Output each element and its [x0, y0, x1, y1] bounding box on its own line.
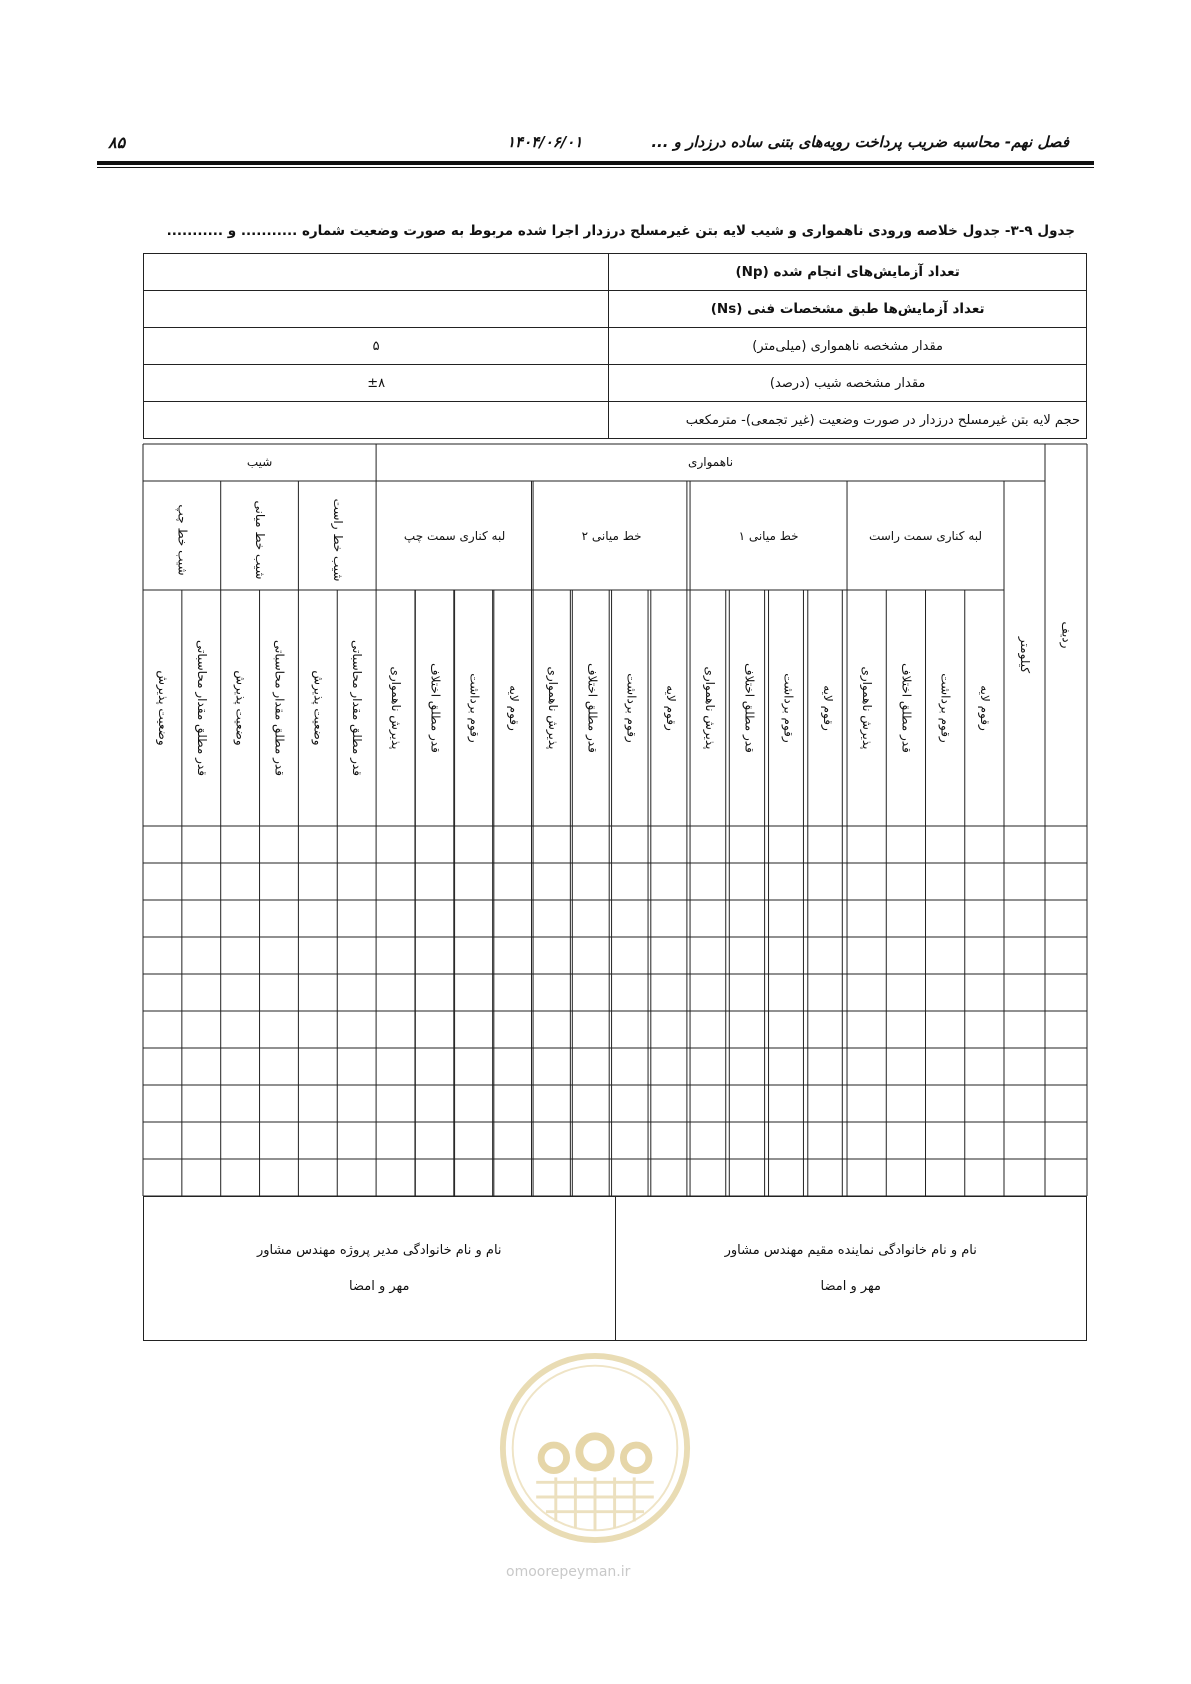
group-header-3: خط میانی ۲	[581, 529, 642, 543]
slope-group-header-3: شیب خط چپ	[175, 504, 190, 576]
slope-header: شیب	[246, 455, 273, 469]
slope-sub-header: قدر مطلق مقدار محاسباتی	[350, 640, 365, 776]
watermark-logo	[497, 1350, 693, 1546]
watermark-url: omoorepeyman.ir	[506, 1564, 631, 1580]
summary-label: مقدار مشخصه ناهمواری (میلی‌متر)	[609, 328, 1087, 365]
sub-header: رقوم لایه	[977, 685, 992, 731]
signature-left-name: نام و نام خانوادگی مدیر پروژه مهندس مشاور	[256, 1242, 502, 1258]
sub-header: پذیرش ناهمواری	[546, 666, 561, 750]
slope-group-header-1: شیب خط راست	[330, 498, 345, 582]
sub-header: قدر مطلق اختلاف	[428, 663, 443, 753]
sub-header: قدر مطلق اختلاف	[585, 663, 600, 753]
sub-header: قدر مطلق اختلاف	[742, 663, 757, 753]
sub-header: پذیرش ناهمواری	[389, 666, 404, 750]
slope-sub-header: قدر مطلق مقدار محاسباتی	[272, 640, 287, 776]
slope-sub-header: وضعیت پذیرش	[155, 670, 170, 746]
summary-label: تعداد آزمایش‌های انجام شده (Np)	[609, 254, 1087, 291]
slope-sub-header: وضعیت پذیرش	[233, 670, 248, 746]
slope-group-header-2: شیب خط میانی	[253, 500, 268, 580]
sub-header: رقوم برداشت	[467, 673, 482, 743]
table-caption: جدول ۹-۳- جدول خلاصه ورودی ناهمواری و شیب لایه بتن غیرمسلح درزدار اجرا شده مربوط به صورت وضعیت شماره ........... و ...........	[166, 223, 1075, 239]
row-header: ردیف	[1059, 621, 1074, 649]
slope-sub-header: وضعیت پذیرش	[311, 670, 326, 746]
slope-sub-header: قدر مطلق مقدار محاسباتی	[194, 640, 209, 776]
signature-left-stamp: مهر و امضا	[349, 1278, 410, 1294]
signature-right-name: نام و نام خانوادگی نماینده مقیم مهندس مشاور	[724, 1242, 977, 1258]
sub-header: رقوم برداشت	[624, 673, 639, 743]
group-header-4: لبه کناری سمت چپ	[403, 529, 506, 543]
group-header-1: لبه کناری سمت راست	[868, 529, 983, 543]
sub-header: رقوم لایه	[506, 685, 521, 731]
summary-label: تعداد آزمایش‌ها طبق مشخصات فنی (Ns)	[609, 291, 1087, 328]
signature-table	[143, 1196, 1087, 1341]
roughness-header: ناهمواری	[688, 455, 734, 469]
summary-label: مقدار مشخصه شیب (درصد)	[609, 365, 1087, 402]
km-header: کیلومتر	[1018, 636, 1032, 674]
sub-header: پذیرش ناهمواری	[703, 666, 718, 750]
sub-header: قدر مطلق اختلاف	[899, 663, 914, 753]
chapter-title: فصل نهم- محاسبه ضریب پرداخت رویه‌های بتنی ساده درزدار و ...	[651, 133, 1069, 151]
summary-value: ۵	[144, 328, 609, 365]
sub-header: رقوم برداشت	[781, 673, 796, 743]
page-number: ۸۵	[108, 133, 126, 152]
signature-right-stamp: مهر و امضا	[820, 1278, 881, 1294]
group-header-2: خط میانی ۱	[738, 529, 799, 543]
sub-header: پذیرش ناهمواری	[860, 666, 875, 750]
sub-header: رقوم برداشت	[938, 673, 953, 743]
header-date: ۱۴۰۴/۰۶/۰۱	[507, 133, 583, 151]
sub-header: رقوم لایه	[663, 685, 678, 731]
signature-left	[144, 1197, 616, 1341]
summary-label: حجم لایه بتن غیرمسلح درزدار در صورت وضعیت (غیر تجمعی)- مترمکعب	[609, 402, 1087, 439]
signature-right	[615, 1197, 1087, 1341]
sub-header: رقوم لایه	[820, 685, 835, 731]
summary-value: ±۸	[144, 365, 609, 402]
